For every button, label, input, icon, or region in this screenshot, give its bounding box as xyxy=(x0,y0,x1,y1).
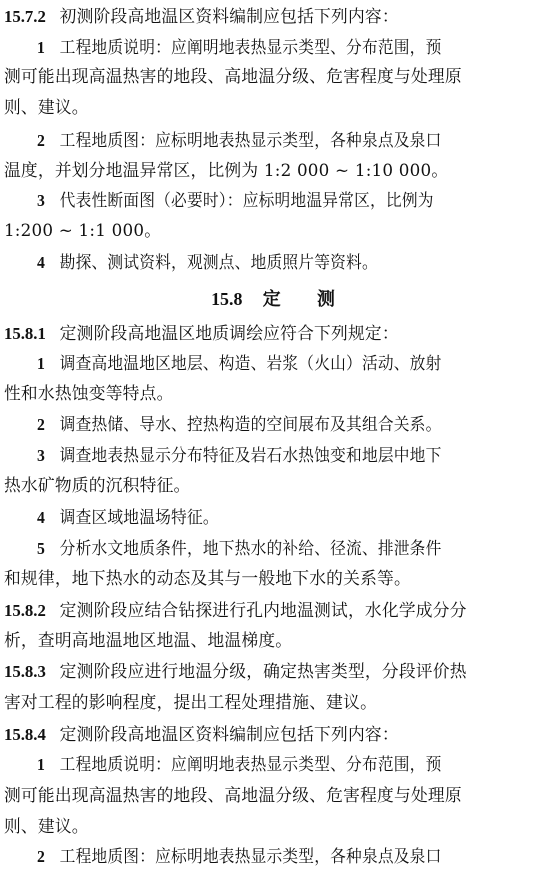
item-text: 分析水文地质条件，地下热水的补给、径流、排泄条件 xyxy=(59,539,442,559)
item-number: 1 xyxy=(37,755,45,774)
continuation-line xyxy=(0,471,546,501)
clause-number: 15.8.1 xyxy=(3,324,46,343)
section-title: 定 测 xyxy=(262,289,336,310)
continuation-text: 性和水热蚀变等特点。 xyxy=(3,384,174,404)
list-item-first-line xyxy=(0,248,546,278)
clause-first-line xyxy=(0,319,546,349)
clause-first-line xyxy=(0,657,546,687)
item-text: 工程地质说明：应阐明地表热显示类型、分布范围，预 xyxy=(59,755,442,775)
item-number: 2 xyxy=(37,131,45,150)
clause-number: 15.8.4 xyxy=(3,725,46,744)
item-text: 勘探、测试资料，观测点、地质照片等资料。 xyxy=(59,253,378,273)
continuation-line xyxy=(0,564,546,594)
continuation-text: 测可能出现高温热害的地段、高地温分级、危害程度与处理原 xyxy=(3,786,462,806)
list-item-first-line xyxy=(0,842,546,872)
clause-first-line xyxy=(0,720,546,750)
section-heading xyxy=(0,284,546,314)
item-number: 3 xyxy=(37,191,45,210)
clause-text: 定测阶段高地温区地质调绘应符合下列规定： xyxy=(59,324,399,344)
item-text: 调查热储、导水、控热构造的空间展布及其组合关系。 xyxy=(59,415,442,435)
item-number: 5 xyxy=(37,539,45,558)
item-number: 2 xyxy=(37,847,45,866)
continuation-text: 温度，并划分地温异常区，比例为 1:2 000 ~ 1:10 000。 xyxy=(3,161,449,181)
continuation-line xyxy=(0,688,546,718)
continuation-text: 和规律，地下热水的动态及其与一般地下水的关系等。 xyxy=(3,569,411,589)
continuation-text: 热水矿物质的沉积特征。 xyxy=(3,476,191,496)
clause-number: 15.8.2 xyxy=(3,601,46,620)
list-item-first-line xyxy=(0,503,546,533)
continuation-line xyxy=(0,781,546,811)
list-item-first-line xyxy=(0,349,546,379)
item-text: 工程地质图：应标明地表热显示类型，各种泉点及泉口 xyxy=(59,131,442,151)
continuation-line xyxy=(0,379,546,409)
continuation-text: 则、建议。 xyxy=(3,817,89,837)
item-number: 2 xyxy=(37,415,45,434)
clause-text: 定测阶段应结合钻探进行孔内地温测试，水化学成分分 xyxy=(59,601,467,621)
list-item-first-line xyxy=(0,534,546,564)
list-item-first-line xyxy=(0,186,546,216)
item-number: 1 xyxy=(37,354,45,373)
continuation-line xyxy=(0,156,546,186)
item-text: 工程地质说明：应阐明地表热显示类型、分布范围，预 xyxy=(59,38,442,58)
continuation-line xyxy=(0,93,546,123)
list-item-first-line xyxy=(0,33,546,63)
clause-text: 初测阶段高地温区资料编制应包括下列内容： xyxy=(59,7,399,27)
clause-text: 定测阶段高地温区资料编制应包括下列内容： xyxy=(59,725,399,745)
clause-first-line xyxy=(0,2,546,32)
list-item-first-line xyxy=(0,441,546,471)
clause-number: 15.8.3 xyxy=(3,662,46,681)
item-text: 调查区域地温场特征。 xyxy=(59,508,219,528)
list-item-first-line xyxy=(0,750,546,780)
continuation-line xyxy=(0,626,546,656)
clause-text: 定测阶段应进行地温分级，确定热害类型，分段评价热 xyxy=(59,662,467,682)
continuation-text: 害对工程的影响程度，提出工程处理措施、建议。 xyxy=(3,693,378,713)
item-text: 调查地表热显示分布特征及岩石水热蚀变和地层中地下 xyxy=(59,446,442,466)
continuation-text: 析，查明高地温地区地温、地温梯度。 xyxy=(3,631,293,651)
list-item-first-line xyxy=(0,410,546,440)
item-text: 代表性断面图（必要时）：应标明地温异常区，比例为 xyxy=(59,191,434,211)
list-item-first-line xyxy=(0,126,546,156)
continuation-line xyxy=(0,62,546,92)
continuation-line xyxy=(0,216,546,246)
section-number: 15.8 xyxy=(211,289,243,309)
item-number: 3 xyxy=(37,446,45,465)
clause-number: 15.7.2 xyxy=(3,7,46,26)
item-number: 4 xyxy=(37,508,45,527)
continuation-text: 则、建议。 xyxy=(3,98,89,118)
item-number: 1 xyxy=(37,38,45,57)
continuation-text: 测可能出现高温热害的地段、高地温分级、危害程度与处理原 xyxy=(3,67,462,87)
item-number: 4 xyxy=(37,253,45,272)
item-text: 调查高地温地区地层、构造、岩浆（火山）活动、放射 xyxy=(59,354,442,374)
continuation-line xyxy=(0,812,546,842)
clause-first-line xyxy=(0,596,546,626)
item-text: 工程地质图：应标明地表热显示类型，各种泉点及泉口 xyxy=(59,847,442,867)
continuation-text: 1:200 ~ 1:1 000。 xyxy=(3,221,162,241)
